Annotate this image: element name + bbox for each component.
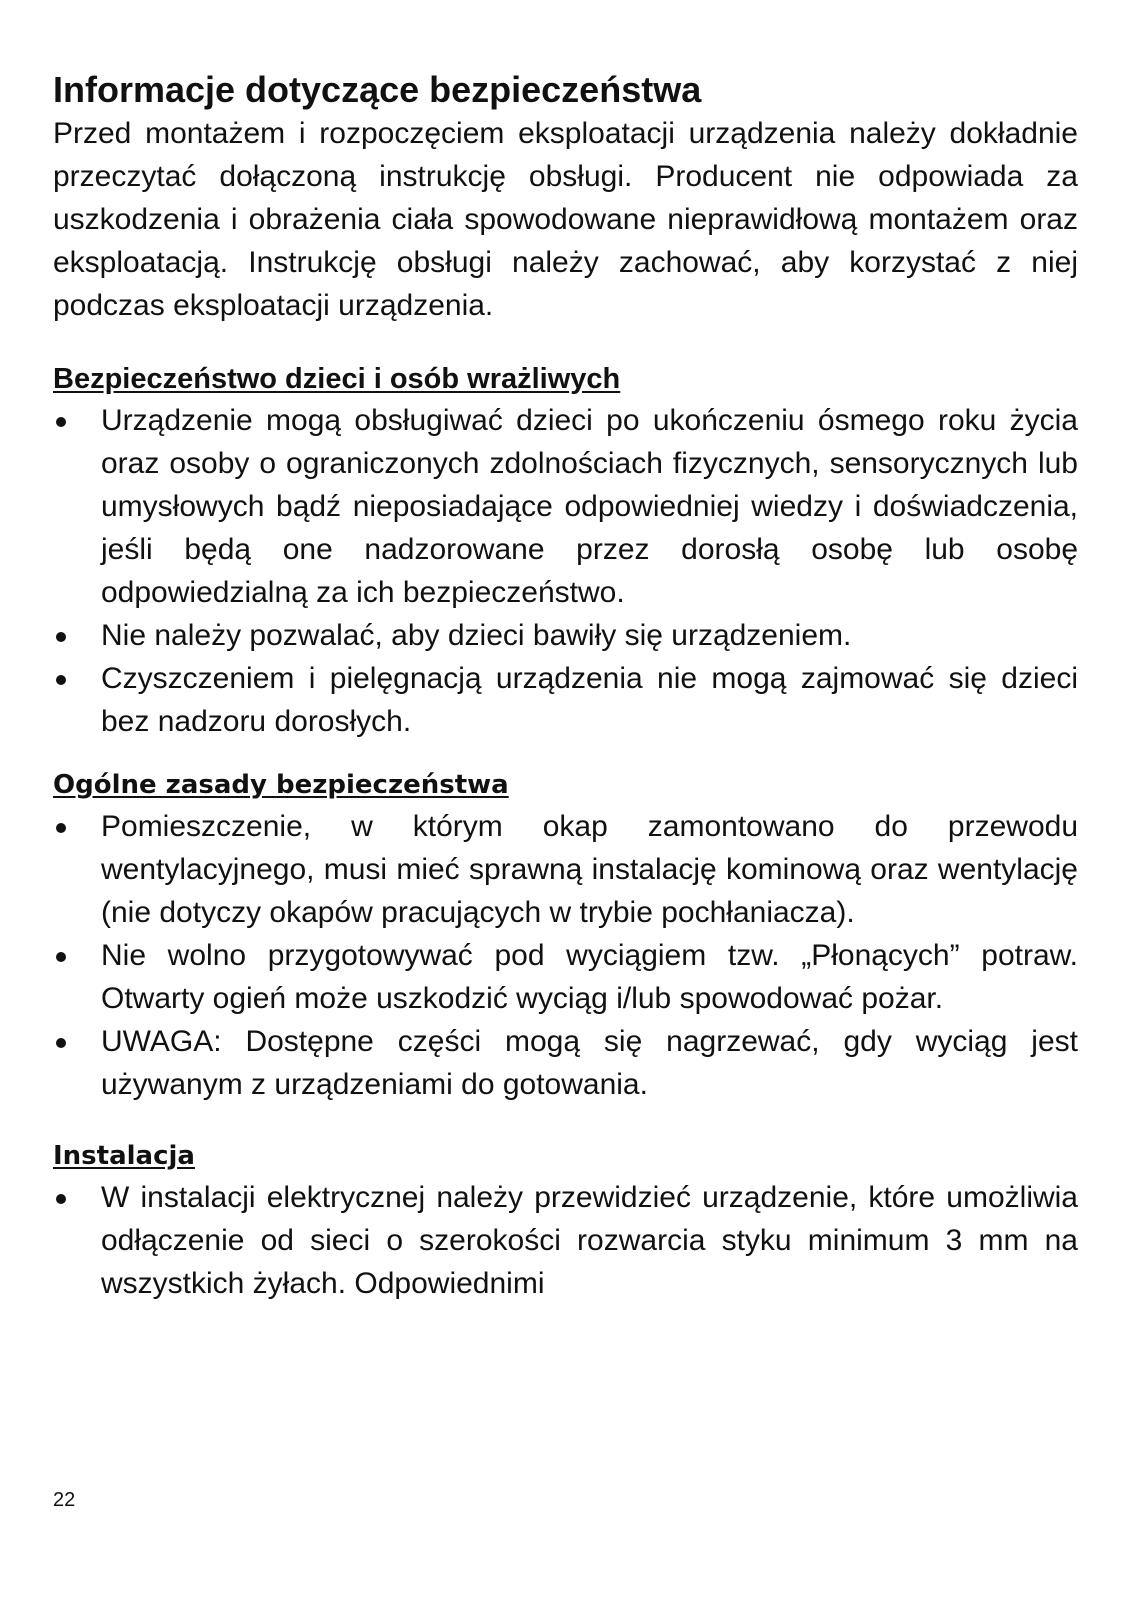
bullet-icon xyxy=(56,1194,66,1204)
bullet-icon xyxy=(56,823,66,833)
bullet-icon xyxy=(56,417,66,427)
section-heading-children-safety: Bezpieczeństwo dzieci i osób wrażliwych xyxy=(53,363,621,395)
page-number: 22 xyxy=(53,1489,76,1511)
list-item-text: Urządzenie mogą obsługiwać dzieci po ukończeniu ósmego roku życia oraz osoby o ograniczonych zdolnościach fizycznych, sensorycznych lub umysłowych bądź nieposiadające odpowiedniej wiedzy i doświadczenia, jeśli będą one nadzorowane przez dorosłą osobę lub osobę odpowiedzialną za ich bezpieczeństwo. xyxy=(101,404,1078,609)
intro-paragraph: Przed montażem i rozpoczęciem eksploatacji urządzenia należy dokładnie przeczytać dołączoną instrukcję obsługi. Producent nie odpowiada za uszkodzenia i obrażenia ciała spowodowane nieprawidłową montażem oraz eksploatacją. Instrukcję obsługi należy zachować, aby korzystać z niej podczas eksploatacji urządzenia. xyxy=(53,117,1078,322)
bullet-icon xyxy=(56,1038,66,1048)
section-heading-installation: Instalacja xyxy=(53,1141,195,1171)
bullet-icon xyxy=(56,675,66,685)
list-item-text: W instalacji elektrycznej należy przewidzieć urządzenie, które umożliwia odłączenie od sieci o szerokości rozwarcia styku minimum 3 mm na wszystkich żyłach. Odpowiednimi xyxy=(101,1181,1078,1300)
list-item-text: Pomieszczenie, w którym okap zamontowano do przewodu wentylacyjnego, musi mieć sprawną instalację kominową oraz wentylację (nie dotyczy okapów pracujących w trybie pochłaniacza). xyxy=(101,810,1078,929)
bullet-icon xyxy=(56,632,66,642)
list-item xyxy=(53,934,1078,1020)
list-item-text: Nie należy pozwalać, aby dzieci bawiły się urządzeniem. xyxy=(101,619,852,652)
list-item-text: Czyszczeniem i pielęgnacją urządzenia nie mogą zajmować się dzieci bez nadzoru dorosłych. xyxy=(101,662,1078,738)
list-item xyxy=(53,1176,1078,1305)
list-item-text: UWAGA: Dostępne części mogą się nagrzewać, gdy wyciąg jest używanym z urządzeniami do gotowania. xyxy=(101,1025,1078,1101)
section-heading-general-safety: Ogólne zasady bezpieczeństwa xyxy=(53,770,509,800)
list-item-text: Nie wolno przygotowywać pod wyciągiem tzw. „Płonących” potraw. Otwarty ogień może uszkodzić wyciąg i/lub spowodować pożar. xyxy=(101,939,1078,1015)
list-item xyxy=(53,614,1078,657)
document-page xyxy=(53,68,1078,1305)
list-item xyxy=(53,1020,1078,1106)
page-title: Informacje dotyczące bezpieczeństwa xyxy=(53,69,702,110)
general-safety-list xyxy=(53,805,1078,1106)
bullet-icon xyxy=(56,952,66,962)
children-safety-list xyxy=(53,399,1078,743)
list-item xyxy=(53,657,1078,743)
installation-list xyxy=(53,1176,1078,1305)
list-item xyxy=(53,399,1078,614)
list-item xyxy=(53,805,1078,934)
